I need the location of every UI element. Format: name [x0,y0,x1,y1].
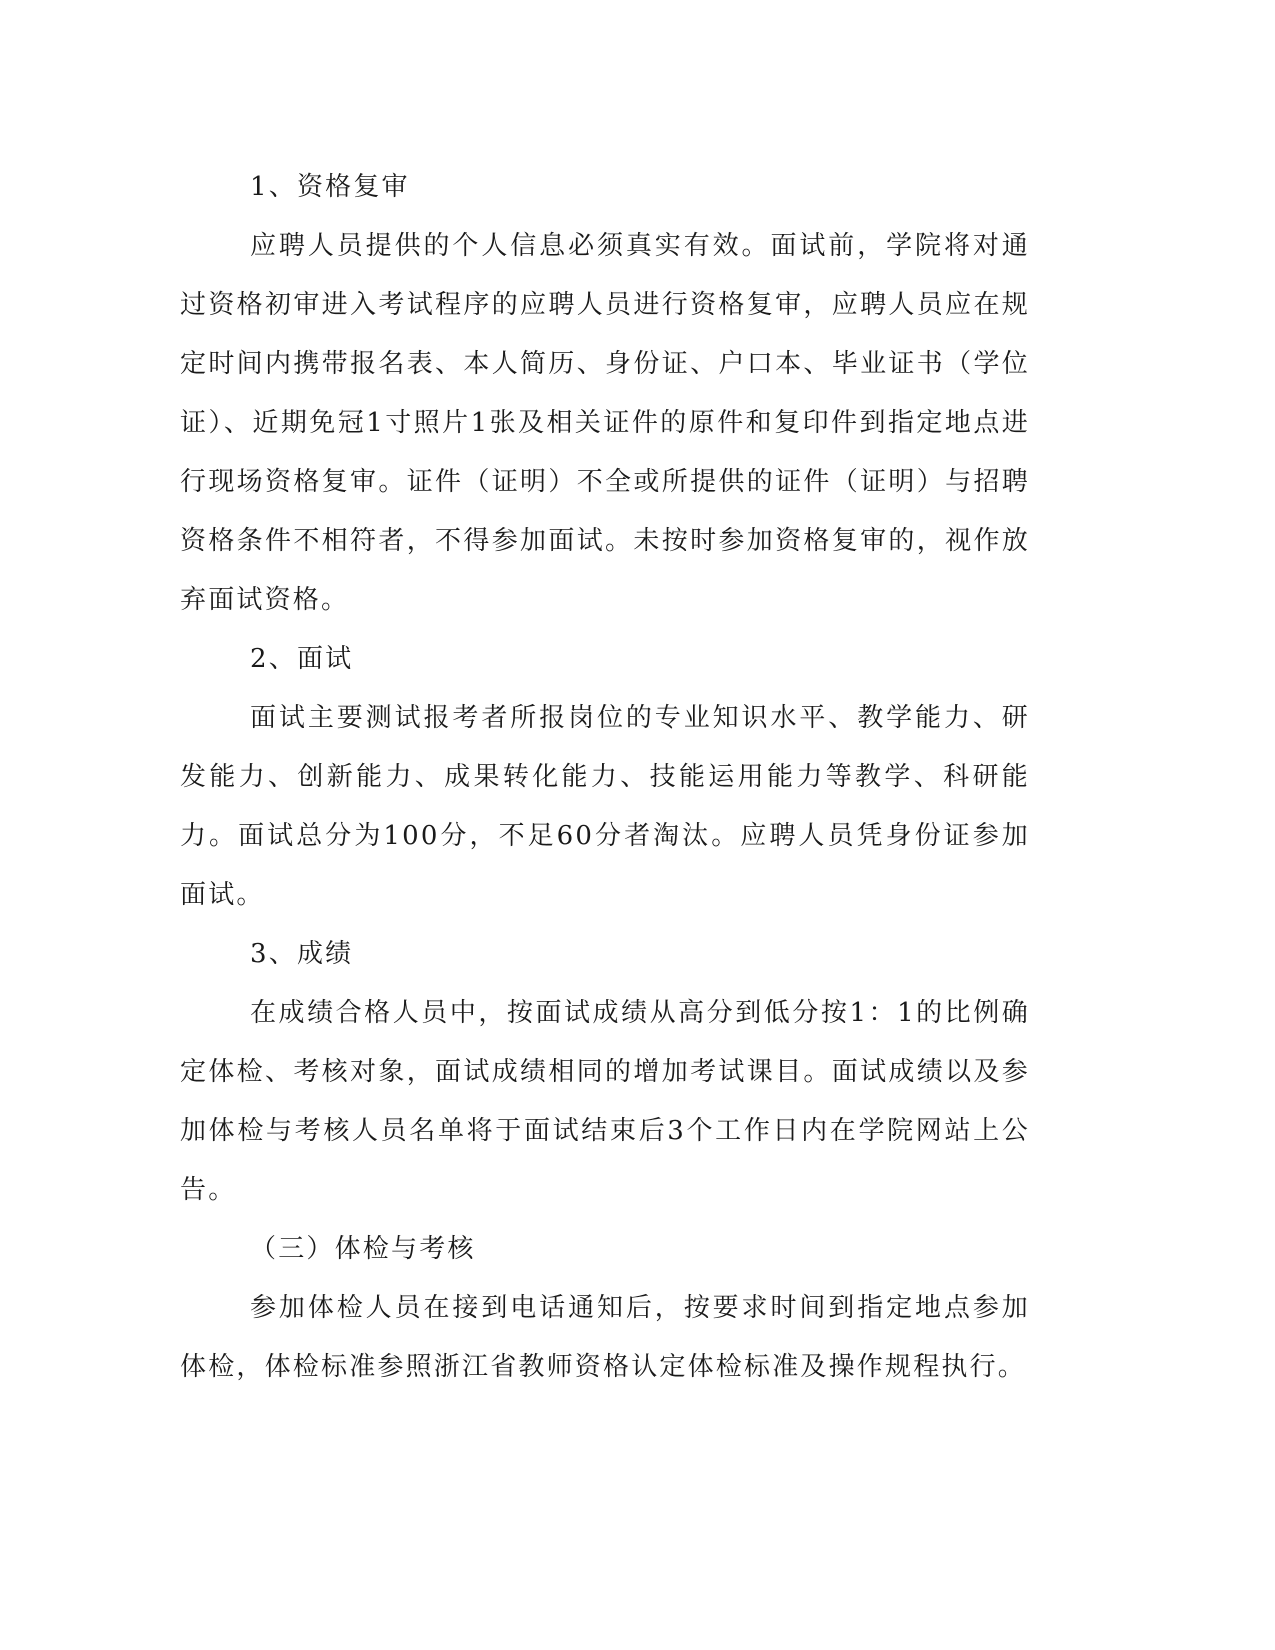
paragraph-physical-exam: 参加体检人员在接到电话通知后，按要求时间到指定地点参加体检，体检标准参照浙江省教师资格认定体检标准及操作规程执行。 [180,1293,1030,1382]
section-heading-scores: 3、成绩 [250,939,354,969]
section-heading-interview: 2、面试 [250,644,354,674]
paragraph-scores: 在成绩合格人员中，按面试成绩从高分到低分按1：1的比例确定体检、考核对象，面试成绩相同的增加考试课目。面试成绩以及参加体检与考核人员名单将于面试结束后3个工作日内在学院网站上公告。 [180,998,1030,1205]
section-heading-physical-exam: （三）体检与考核 [250,1234,476,1264]
paragraph-interview: 面试主要测试报考者所报岗位的专业知识水平、教学能力、研发能力、创新能力、成果转化能力、技能运用能力等教学、科研能力。面试总分为100分，不足60分者淘汰。应聘人员凭身份证参加面试。 [180,703,1030,910]
paragraph-qualification-review: 应聘人员提供的个人信息必须真实有效。面试前，学院将对通过资格初审进入考试程序的应聘人员进行资格复审，应聘人员应在规定时间内携带报名表、本人简历、身份证、户口本、毕业证书（学位证）、近期免冠1寸照片1张及相关证件的原件和复印件到指定地点进行现场资格复审。证件（证明）不全或所提供的证件（证明）与招聘资格条件不相符者，不得参加面试。未按时参加资格复审的，视作放弃面试资格。 [180,231,1030,615]
document-body [180,158,1030,1397]
section-heading-qualification-review: 1、资格复审 [250,172,410,202]
